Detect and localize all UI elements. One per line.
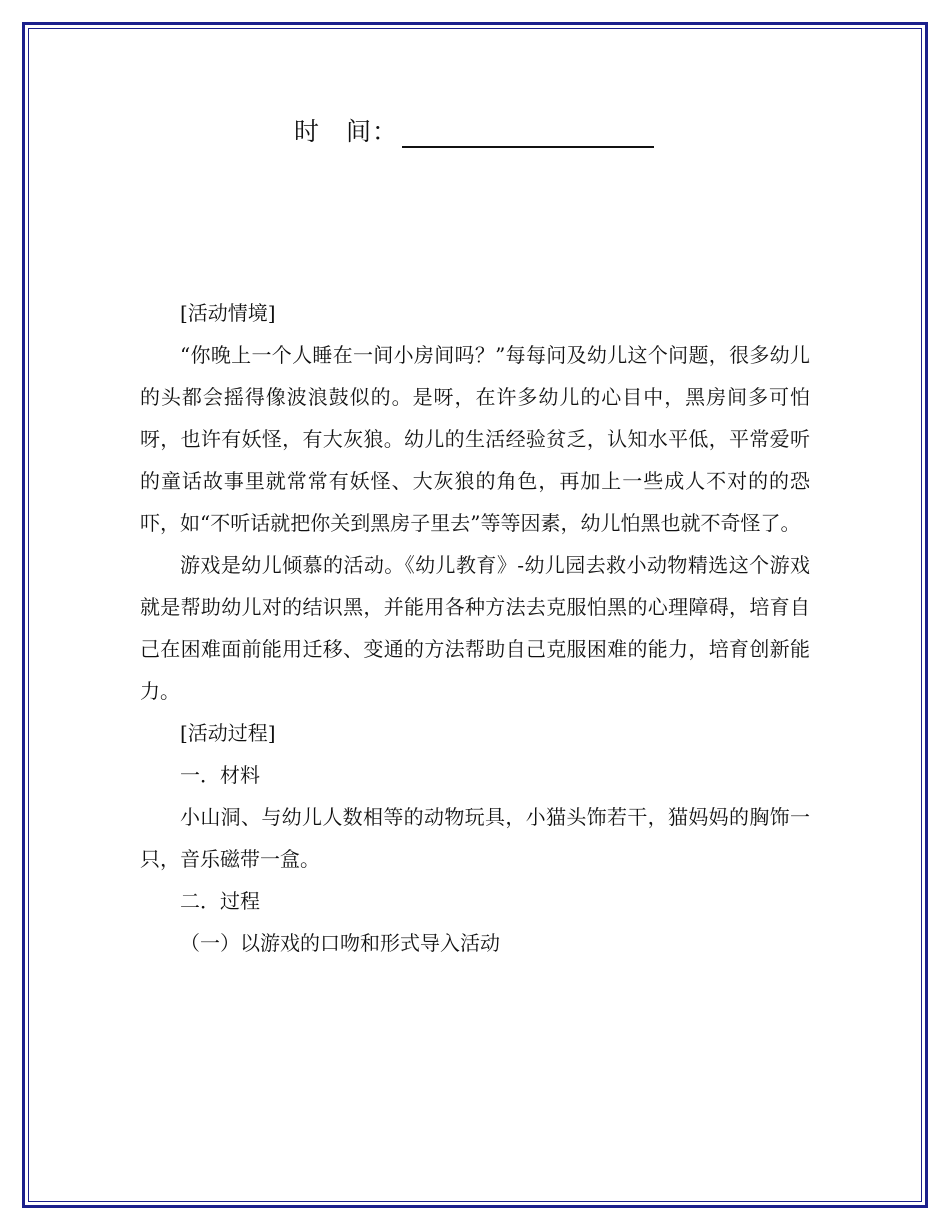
document-body bbox=[140, 292, 810, 964]
scenario-heading: [活动情境] bbox=[180, 301, 276, 325]
materials-text: 小山洞、与幼儿人数相等的动物玩具，小猫头饰若干，猫妈妈的胸饰一只，音乐磁带一盒。 bbox=[140, 805, 810, 871]
step-1: （一）以游戏的口吻和形式导入活动 bbox=[180, 931, 500, 955]
time-label: 时 间： bbox=[294, 117, 399, 146]
scenario-paragraph-2: 游戏是幼儿倾慕的活动。《幼儿教育》-幼儿园去救小动物精选这个游戏就是帮助幼儿对的结识黑，并能用各种方法去克服怕黑的心理障碍，培育自己在困难面前能用迁移、变通的方法帮助自己克服困难的能力，培育创新能力。 bbox=[140, 553, 810, 703]
procedure-heading: 二．过程 bbox=[180, 889, 260, 913]
time-blank-line bbox=[402, 116, 654, 148]
materials-heading: 一．材料 bbox=[180, 763, 260, 787]
time-field bbox=[294, 112, 654, 148]
process-heading: [活动过程] bbox=[180, 721, 276, 745]
scenario-paragraph-1: “你晚上一个人睡在一间小房间吗？”每每问及幼儿这个问题，很多幼儿的头都会摇得像波浪鼓似的。是呀，在许多幼儿的心目中，黑房间多可怕呀，也许有妖怪，有大灰狼。幼儿的生活经验贫乏，认知水平低，平常爱听的童话故事里就常常有妖怪、大灰狼的角色，再加上一些成人不对的的恐吓，如“不听话就把你关到黑房子里去”等等因素，幼儿怕黑也就不奇怪了。 bbox=[140, 343, 810, 535]
